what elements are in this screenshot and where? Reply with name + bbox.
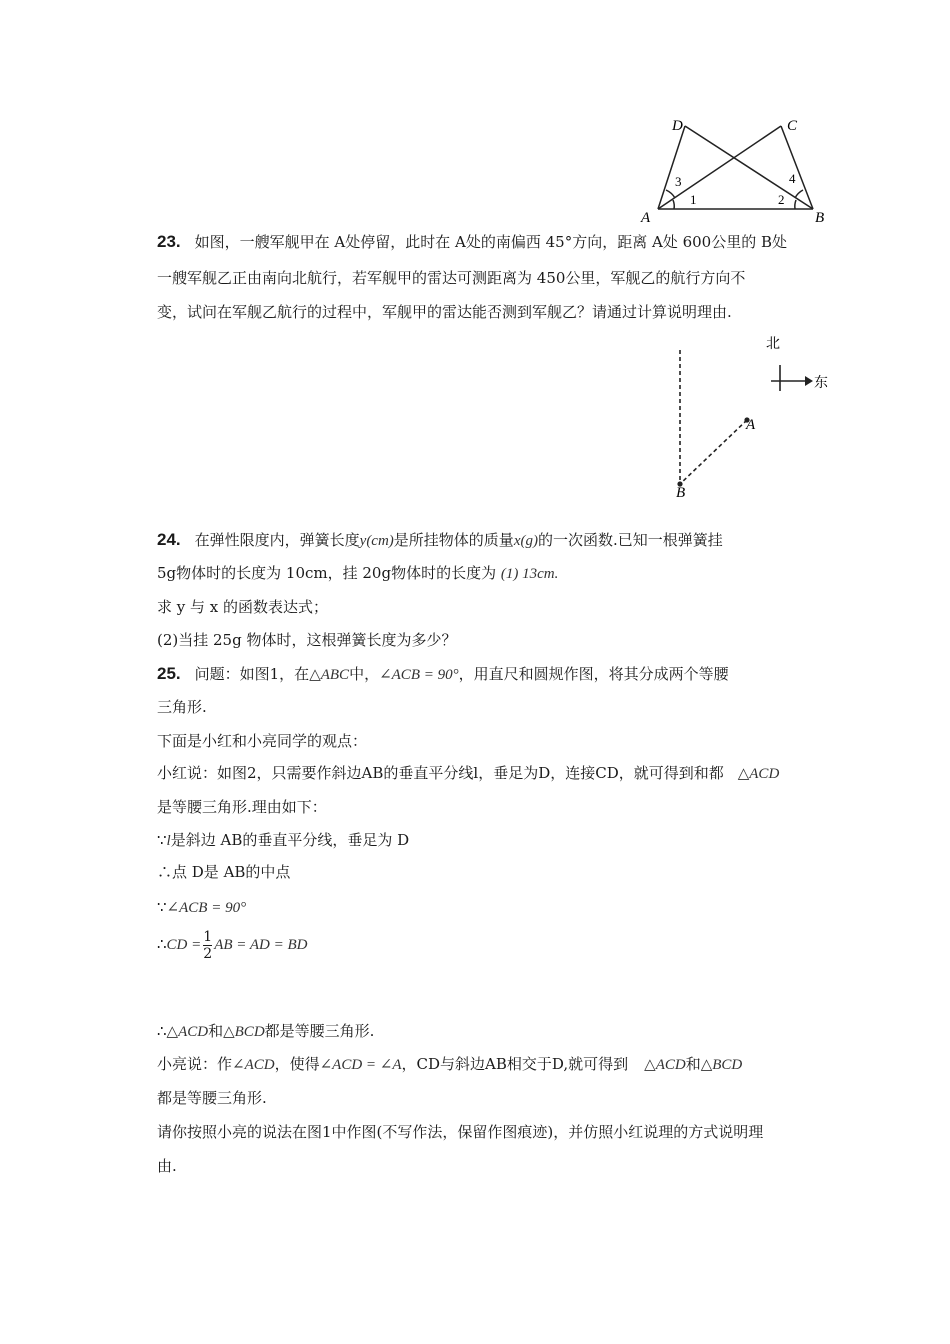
q23-line-2: 一艘军舰乙正由南向北航行，若军舰甲的雷达可测距离为 450公里，军舰乙的航行方向不	[157, 269, 746, 287]
label-angle-3: 3	[675, 174, 682, 189]
q25-line-13: 请你按照小亮的说法在图1中作图(不写作法，保留作图痕迹)，并仿照小红说理的方式说明理	[157, 1123, 764, 1141]
angle-2-arc	[795, 200, 796, 209]
label-angle-1: 1	[690, 192, 697, 207]
triangle-figure	[635, 112, 835, 227]
segment-ac	[658, 126, 781, 209]
q25-line-4: 小红说：如图2，只需要作斜边AB的垂直平分线l，垂足为D，连接CD，就可得到和都 △ACD	[157, 764, 780, 782]
label-c: C	[787, 118, 798, 134]
question-number: 23.	[157, 232, 181, 251]
angle-1-arc	[673, 200, 674, 209]
q24-line-3: 求 y 与 x 的函数表达式；	[157, 598, 329, 616]
q25-line-2: 三角形.	[157, 698, 207, 716]
label-b: B	[815, 210, 825, 226]
q25-line-9: ∴CD = $\frac{1}{2}$ AB = AD = BD	[157, 928, 308, 962]
q25-line-3: 下面是小红和小亮同学的观点：	[157, 732, 368, 750]
label-angle-4: 4	[789, 171, 796, 186]
fraction-one-half: $\frac{1}{2}$	[203, 928, 213, 962]
segment-ab-dashed	[680, 420, 747, 484]
angle-4-arc	[795, 190, 803, 198]
angle-3-arc	[666, 190, 675, 198]
question-number: 25.	[157, 664, 181, 683]
label-d: D	[672, 118, 683, 134]
segment-bc	[781, 126, 813, 209]
q25-line-7: ∴点 D是 AB的中点	[157, 863, 291, 881]
q25-line-1: 25. 问题：如图1，在△ABC中，∠ACB = 90°，用直尺和圆规作图，将其分成两个等腰	[157, 664, 729, 683]
q25-line-14: 由.	[157, 1157, 177, 1175]
east-arrow-icon	[805, 376, 813, 386]
segment-bd	[685, 126, 813, 209]
q25-line-5: 是等腰三角形.理由如下：	[157, 798, 327, 816]
label-a: A	[746, 417, 756, 433]
q25-line-6: ∵l是斜边 AB的垂直平分线，垂足为 D	[157, 831, 410, 849]
q24-line-2: 5g物体时的长度为 10cm，挂 20g物体时的长度为 (1) 13cm.	[157, 564, 559, 582]
label-a: A	[641, 210, 651, 226]
q25-line-11: 小亮说：作∠ACD，使得∠ACD = ∠A，CD与斜边AB相交于D,就可得到 △ACD和△BCD	[157, 1055, 743, 1073]
q24-line-4: (2)当挂 25g 物体时，这根弹簧长度为多少？	[157, 631, 457, 649]
q25-line-10: ∴△ACD和△BCD都是等腰三角形.	[157, 1022, 375, 1040]
question-number: 24.	[157, 530, 181, 549]
q23-line-3: 变，试问在军舰乙航行的过程中，军舰甲的雷达能否测到军舰乙？请通过计算说明理由.	[157, 303, 732, 321]
east-label: 东	[814, 375, 828, 391]
q25-line-8: ∵∠ACB = 90°	[157, 898, 247, 916]
label-b: B	[676, 485, 686, 501]
q25-line-12: 都是等腰三角形.	[157, 1089, 267, 1107]
label-angle-2: 2	[778, 192, 785, 207]
q24-line-1: 24. 在弹性限度内，弹簧长度y(cm)是所挂物体的质量x(g)的一次函数.已知一根弹簧挂	[157, 530, 723, 549]
segment-ad	[658, 126, 685, 209]
north-label: 北	[766, 336, 780, 352]
map-figure	[660, 328, 840, 504]
q23-line-1: 23. 如图，一艘军舰甲在 A处停留，此时在 A处的南偏西 45°方向，距离 A处 600公里的 B处	[157, 232, 787, 251]
